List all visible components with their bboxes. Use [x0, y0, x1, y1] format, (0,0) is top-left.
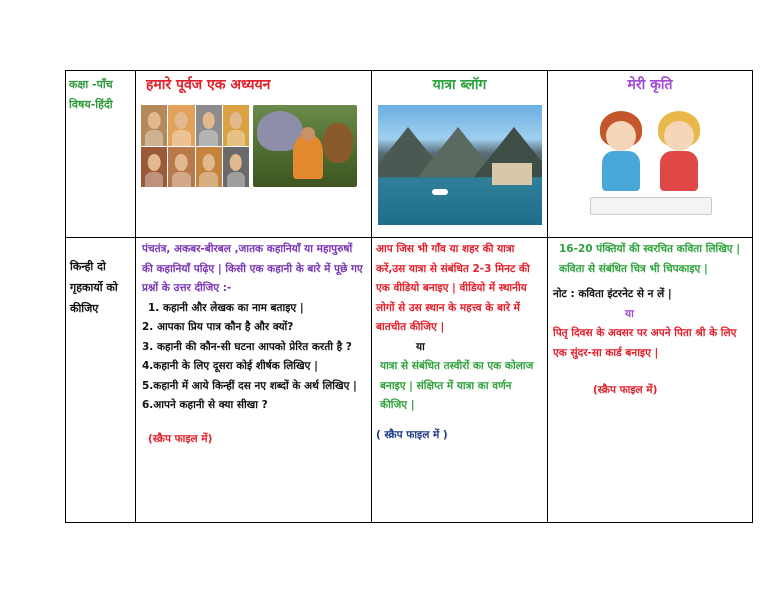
header-creation-cell [548, 71, 753, 238]
question-6: 6.आपने कहानी से क्या सीखा ? [142, 399, 268, 411]
subject-label: विषय-हिंदी [69, 98, 113, 111]
row-label: किन्ही दो गृहकार्यो को कीजिए [66, 238, 136, 523]
tasks-row [66, 238, 753, 523]
header-ancestors-cell [136, 71, 372, 238]
ancestors-scrap-note: (स्क्रैप फाइल में) [148, 432, 213, 445]
kids-reading-image [580, 105, 720, 223]
internet-note: नोट : कविता इंटरनेट से न लें | [553, 288, 672, 300]
story-illustration [253, 105, 357, 187]
creation-scrap-note: (स्क्रैप फाइल में) [593, 384, 658, 396]
question-1: 1. कहानी और लेखक का नाम बताइए | [148, 301, 304, 314]
creation-or: या [625, 307, 634, 320]
lake-landscape-image [378, 105, 542, 225]
great-personalities-collage [141, 105, 249, 187]
fathers-day-card-task: पितृ दिवस के अवसर पर अपने पिता श्री के लिए एक सुंदर-सा कार्ड बनाइए | [553, 327, 737, 359]
header-title-ancestors: हमारे पूर्वज एक अध्ययन [146, 77, 271, 93]
header-title-creation: मेरी कृति [627, 77, 673, 93]
travel-video-task: आप जिस भी गाँव या शहर की यात्रा करें,उस यात्रा से संबंधित 2-3 मिनट की एक वीडियो बनाइए | वीडियो में स्थानीय लोगों से उस स्थान के महत्त्व के बारे में बातचीत कीजिए | [376, 243, 530, 333]
header-title-travel: यात्रा ब्लॉग [432, 77, 487, 93]
homework-table [65, 70, 753, 523]
ancestors-task-cell [136, 238, 372, 523]
travel-scrap-note: ( स्क्रैप फाइल में ) [376, 428, 448, 441]
header-travel-cell [372, 71, 548, 238]
travel-task-cell [372, 238, 548, 523]
question-4: 4.कहानी के लिए दूसरा कोई शीर्षक लिखिए | [142, 360, 318, 372]
poem-task: 16-20 पंक्तियों की स्वरचित कविता लिखिए | कविता से संबंधित चित्र भी चिपकाइए | [559, 243, 741, 275]
class-subject-cell [66, 71, 136, 238]
travel-or: या [416, 340, 425, 353]
creation-task-cell [548, 238, 753, 523]
ancestors-images [136, 95, 371, 187]
header-row [66, 71, 753, 238]
question-2: 2. आपका प्रिय पात्र कौन है और क्यों? [142, 321, 294, 333]
question-5: 5.कहानी में आये किन्हीं दस नए शब्दों के अर्थ लिखिए | [142, 379, 357, 392]
class-label: कक्षा -पाँच [69, 78, 113, 91]
question-3: 3. कहानी की कौन-सी घटना आपको प्रेरित करती है ? [142, 340, 352, 353]
ancestors-intro: पंचतंत्र, अकबर-बीरबल ,जातक कहानियाँ या महापुरुषों की कहानियाँ पढ़िए | किसी एक कहानी के बारे में पूछे गए प्रश्नों के उत्तर दीजिए :- [142, 243, 363, 294]
travel-collage-task: यात्रा से संबंधित तस्वीरों का एक कोलाज बनाइए | संक्षिप्त में यात्रा का वर्णन कीजिए | [380, 360, 534, 411]
